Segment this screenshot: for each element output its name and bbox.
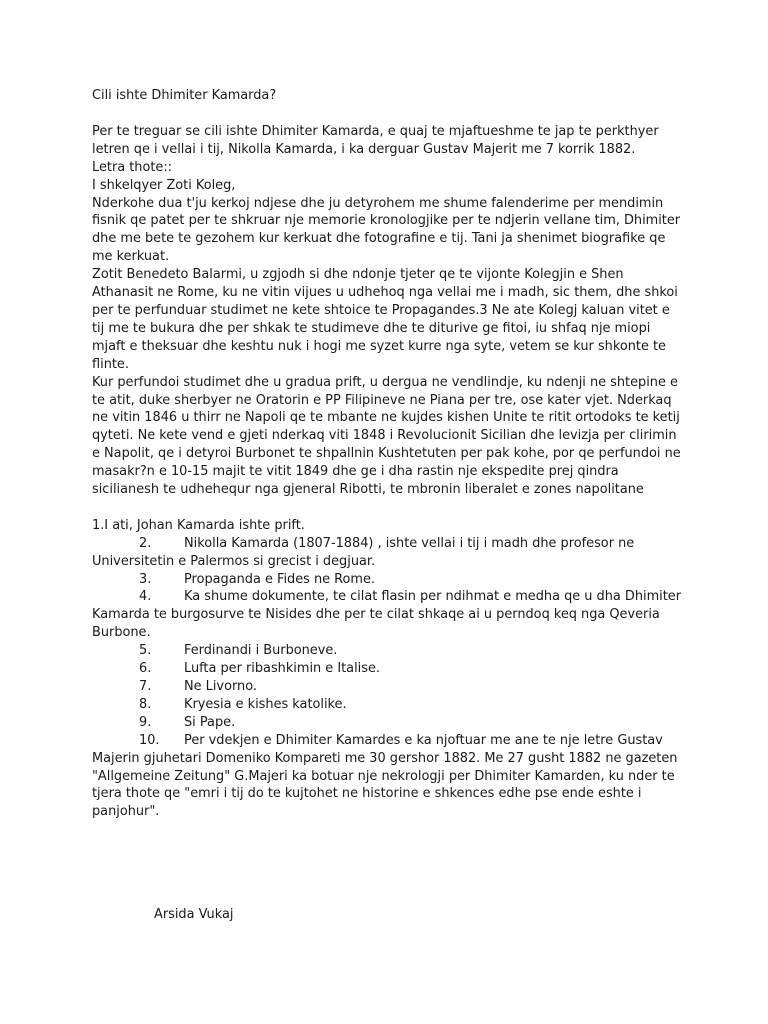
footnote-number: 7. (139, 678, 152, 694)
footnote-text: Per vdekjen e Dhimiter Kamardes e ka njoftuar me ane te nje letre Gustav Majerin gjuhetari Domeniko Kompareti me 30 gershor 1882. Me 27 gusht 1882 ne gazeten "Allgemeine Zeitung" G.Majeri ka botuar nje nekrologji per Dhimiter Kamarden, ku nder te tjera thote qe "emri i tij do te kujtohet ne historine e shkences edhe pse ende eshte i panjohur". (92, 732, 678, 820)
paragraph-letter-says: Letra thote:: (92, 159, 173, 175)
footnote-item (92, 588, 682, 642)
document-body (92, 123, 682, 499)
document-title: Cili ishte Dhimiter Kamarda? (92, 88, 277, 103)
paragraph-college: Zotit Benedeto Balarmi, u zgjodh si dhe ndonje tjeter qe te vijonte Kolegjin e Shen Athanasit ne Rome, ku ne vitin vijues u udhehoq nga vellai me i madh, sic them, dhe shkoi per te perfunduar studimet ne kete shtoice te Propagandes.3 Ne ate Kolegj kaluan vitet e tij me te bukura dhe per shkak te studimeve dhe te diturive ge fitoi, iu shfaq nje miopi mjaft e theksuar dhe keshtu nuk i hogi me syzet kurre nga syte, vetem se kur shkonte te flinte. (92, 267, 678, 372)
footnote-text: Lufta per ribashkimin e Italise. (184, 661, 380, 677)
footnote-text: Ne Livorno. (184, 678, 257, 694)
footnote-item (92, 714, 682, 732)
footnote-item (92, 571, 682, 589)
footnote-number: 10. (139, 732, 160, 748)
footnote-1: 1.I ati, Johan Kamarda ishte prift. (92, 517, 305, 533)
paragraph-intro: Per te treguar se cili ishte Dhimiter Kamarda, e quaj te mjaftueshme te jap te perkthyer letren qe i vellai i tij, Nikolla Kamarda, i ka derguar Gustav Majerit me 7 korrik 1882. (92, 123, 659, 157)
footnote-text: Propaganda e Fides ne Rome. (184, 571, 376, 587)
paragraph-priesthood: Kur perfundoi studimet dhe u gradua prift, u dergua ne vendlindje, ku ndenji ne shtepine e te atit, duke sherbyer ne Oratorin e PP Filipineve ne Piana per tre, ose kater vjet. Nderkaq ne vitin 1846 u thirr ne Napoli qe te mbante ne kujdes kishen Unite te ritit ortodoks te ketij qyteti. Ne kete vend e gjeti nderkaq viti 1848 i Revolucionit Sicilian dhe levizja per clirimin e Napolit, qe i detyroi Burbonet te shpallnin Kushtetuten per pak kohe, por qe perfundoi ne masakr?n e 10-15 majit te vitit 1849 dhe ge i dha rastin nje ekspedite prej qindra sicilianesh te udhehequr nga gjeneral Ribotti, te mbronin liberalet e zones napolitane (92, 374, 681, 498)
document-page (92, 87, 682, 821)
footnote-number: 8. (139, 696, 152, 712)
footnote-item (92, 678, 682, 696)
footnote-text: Ka shume dokumente, te cilat flasin per ndihmat e medha qe u dha Dhimiter Kamarda te burgosurve te Nisides dhe per te cilat shkaqe ai u perndoq keq nga Qeveria Burbone. (92, 589, 681, 641)
footnote-number: 4. (139, 589, 152, 605)
footnote-text: Ferdinandi i Burboneve. (184, 643, 338, 659)
footnote-number: 9. (139, 714, 152, 730)
paragraph-apology: Nderkohe dua t'ju kerkoj ndjese dhe ju detyrohem me shume falenderime per mendimin fisnik qe patet per te shkruar nje memorie kronologjike per te ndjerin vellane tim, Dhimiter dhe me bete te gezohem kur kerkuat dhe fotografine e tij. Tani ja shenimet biografike qe me kerkuat. (92, 195, 681, 265)
footnote-number: 6. (139, 661, 152, 677)
footnote-item (92, 642, 682, 660)
author-signature: Arsida Vukaj (154, 907, 234, 922)
footnotes-list (92, 517, 682, 821)
footnote-item (92, 660, 682, 678)
footnote-item (92, 535, 682, 571)
footnote-item (92, 732, 682, 822)
footnote-item (92, 696, 682, 714)
footnote-text: Si Pape. (184, 714, 236, 730)
paragraph-salutation: I shkelqyer Zoti Koleg, (92, 177, 236, 193)
footnote-number: 3. (139, 571, 152, 587)
footnote-text: Nikolla Kamarda (1807-1884) , ishte vellai i tij i madh dhe profesor ne Universitetin e Palermos si grecist i degjuar. (92, 535, 635, 569)
section-spacer (92, 499, 682, 517)
footnote-number: 5. (139, 643, 152, 659)
footnote-text: Kryesia e kishes katolike. (184, 696, 347, 712)
footnote-number: 2. (139, 535, 152, 551)
